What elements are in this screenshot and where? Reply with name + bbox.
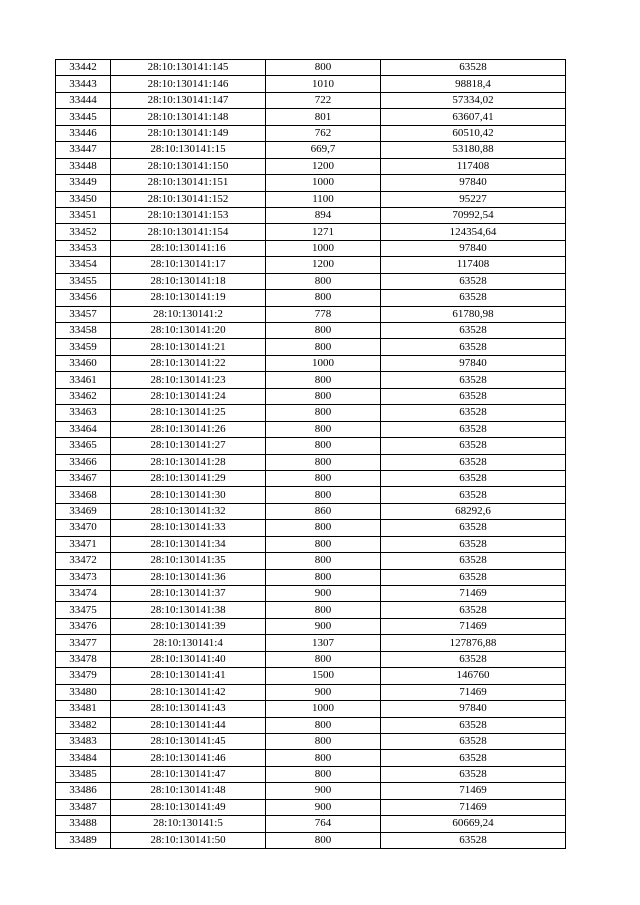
row-number-cell: 33452 <box>56 224 111 240</box>
area-cell: 800 <box>266 602 381 618</box>
area-cell: 1307 <box>266 635 381 651</box>
value-cell: 71469 <box>381 799 566 815</box>
row-number-cell: 33471 <box>56 536 111 552</box>
value-cell: 63528 <box>381 766 566 782</box>
row-number-cell: 33489 <box>56 832 111 848</box>
value-cell: 117408 <box>381 158 566 174</box>
value-cell: 63528 <box>381 733 566 749</box>
row-number-cell: 33488 <box>56 816 111 832</box>
area-cell: 778 <box>266 306 381 322</box>
area-cell: 900 <box>266 783 381 799</box>
table-row <box>56 372 566 388</box>
row-number-cell: 33486 <box>56 783 111 799</box>
area-cell: 800 <box>266 339 381 355</box>
area-cell: 800 <box>266 750 381 766</box>
value-cell: 63528 <box>381 290 566 306</box>
area-cell: 800 <box>266 388 381 404</box>
table-row <box>56 158 566 174</box>
table-row <box>56 175 566 191</box>
table-row <box>56 306 566 322</box>
cadastral-number-cell: 28:10:130141:20 <box>111 323 266 339</box>
row-number-cell: 33475 <box>56 602 111 618</box>
cadastral-number-cell: 28:10:130141:148 <box>111 109 266 125</box>
table-row <box>56 733 566 749</box>
area-cell: 900 <box>266 684 381 700</box>
cadastral-number-cell: 28:10:130141:22 <box>111 355 266 371</box>
table-row <box>56 142 566 158</box>
cadastral-number-cell: 28:10:130141:23 <box>111 372 266 388</box>
area-cell: 1271 <box>266 224 381 240</box>
table-row <box>56 766 566 782</box>
value-cell: 57334,02 <box>381 92 566 108</box>
table-row <box>56 553 566 569</box>
value-cell: 98818,4 <box>381 76 566 92</box>
row-number-cell: 33462 <box>56 388 111 404</box>
area-cell: 800 <box>266 487 381 503</box>
cadastral-number-cell: 28:10:130141:4 <box>111 635 266 651</box>
table-row <box>56 536 566 552</box>
value-cell: 71469 <box>381 684 566 700</box>
row-number-cell: 33450 <box>56 191 111 207</box>
area-cell: 800 <box>266 323 381 339</box>
cadastral-number-cell: 28:10:130141:43 <box>111 701 266 717</box>
row-number-cell: 33454 <box>56 257 111 273</box>
area-cell: 762 <box>266 125 381 141</box>
row-number-cell: 33446 <box>56 125 111 141</box>
row-number-cell: 33461 <box>56 372 111 388</box>
cadastral-number-cell: 28:10:130141:39 <box>111 618 266 634</box>
area-cell: 800 <box>266 520 381 536</box>
cadastral-number-cell: 28:10:130141:45 <box>111 733 266 749</box>
table-row <box>56 618 566 634</box>
table-row <box>56 651 566 667</box>
cadastral-number-cell: 28:10:130141:33 <box>111 520 266 536</box>
cadastral-number-cell: 28:10:130141:40 <box>111 651 266 667</box>
value-cell: 63528 <box>381 470 566 486</box>
row-number-cell: 33479 <box>56 668 111 684</box>
value-cell: 60510,42 <box>381 125 566 141</box>
area-cell: 894 <box>266 207 381 223</box>
area-cell: 1000 <box>266 701 381 717</box>
value-cell: 63528 <box>381 717 566 733</box>
table-row <box>56 92 566 108</box>
row-number-cell: 33469 <box>56 503 111 519</box>
cadastral-number-cell: 28:10:130141:42 <box>111 684 266 700</box>
table-body <box>56 60 566 849</box>
table-row <box>56 438 566 454</box>
area-cell: 1100 <box>266 191 381 207</box>
cadastral-number-cell: 28:10:130141:16 <box>111 240 266 256</box>
cadastral-number-cell: 28:10:130141:151 <box>111 175 266 191</box>
cadastral-number-cell: 28:10:130141:150 <box>111 158 266 174</box>
table-row <box>56 421 566 437</box>
table-row <box>56 569 566 585</box>
row-number-cell: 33485 <box>56 766 111 782</box>
table-row <box>56 257 566 273</box>
cadastral-number-cell: 28:10:130141:38 <box>111 602 266 618</box>
value-cell: 63528 <box>381 487 566 503</box>
area-cell: 800 <box>266 717 381 733</box>
area-cell: 800 <box>266 290 381 306</box>
area-cell: 800 <box>266 766 381 782</box>
row-number-cell: 33465 <box>56 438 111 454</box>
area-cell: 900 <box>266 586 381 602</box>
table-row <box>56 717 566 733</box>
value-cell: 63528 <box>381 421 566 437</box>
value-cell: 146760 <box>381 668 566 684</box>
area-cell: 800 <box>266 273 381 289</box>
table-row <box>56 602 566 618</box>
row-number-cell: 33445 <box>56 109 111 125</box>
area-cell: 800 <box>266 470 381 486</box>
area-cell: 669,7 <box>266 142 381 158</box>
row-number-cell: 33456 <box>56 290 111 306</box>
table-row <box>56 290 566 306</box>
cadastral-number-cell: 28:10:130141:46 <box>111 750 266 766</box>
cadastral-number-cell: 28:10:130141:28 <box>111 454 266 470</box>
cadastral-number-cell: 28:10:130141:154 <box>111 224 266 240</box>
row-number-cell: 33457 <box>56 306 111 322</box>
table-row <box>56 405 566 421</box>
value-cell: 61780,98 <box>381 306 566 322</box>
value-cell: 63528 <box>381 651 566 667</box>
value-cell: 63528 <box>381 832 566 848</box>
row-number-cell: 33466 <box>56 454 111 470</box>
area-cell: 1000 <box>266 175 381 191</box>
cadastral-number-cell: 28:10:130141:27 <box>111 438 266 454</box>
value-cell: 63528 <box>381 273 566 289</box>
table-row <box>56 454 566 470</box>
cadastral-number-cell: 28:10:130141:147 <box>111 92 266 108</box>
cadastral-number-cell: 28:10:130141:35 <box>111 553 266 569</box>
value-cell: 71469 <box>381 783 566 799</box>
value-cell: 97840 <box>381 701 566 717</box>
value-cell: 95227 <box>381 191 566 207</box>
area-cell: 801 <box>266 109 381 125</box>
value-cell: 68292,6 <box>381 503 566 519</box>
area-cell: 800 <box>266 569 381 585</box>
row-number-cell: 33458 <box>56 323 111 339</box>
table-row <box>56 586 566 602</box>
row-number-cell: 33453 <box>56 240 111 256</box>
area-cell: 1000 <box>266 355 381 371</box>
cadastral-number-cell: 28:10:130141:48 <box>111 783 266 799</box>
area-cell: 800 <box>266 438 381 454</box>
table-row <box>56 832 566 848</box>
value-cell: 63528 <box>381 405 566 421</box>
table-row <box>56 207 566 223</box>
row-number-cell: 33444 <box>56 92 111 108</box>
value-cell: 117408 <box>381 257 566 273</box>
cadastral-number-cell: 28:10:130141:2 <box>111 306 266 322</box>
row-number-cell: 33472 <box>56 553 111 569</box>
cadastral-number-cell: 28:10:130141:15 <box>111 142 266 158</box>
cadastral-number-cell: 28:10:130141:19 <box>111 290 266 306</box>
value-cell: 60669,24 <box>381 816 566 832</box>
row-number-cell: 33442 <box>56 60 111 76</box>
row-number-cell: 33463 <box>56 405 111 421</box>
table-row <box>56 701 566 717</box>
row-number-cell: 33464 <box>56 421 111 437</box>
row-number-cell: 33468 <box>56 487 111 503</box>
row-number-cell: 33459 <box>56 339 111 355</box>
table-row <box>56 224 566 240</box>
area-cell: 1200 <box>266 257 381 273</box>
value-cell: 63528 <box>381 536 566 552</box>
area-cell: 1200 <box>266 158 381 174</box>
cadastral-number-cell: 28:10:130141:24 <box>111 388 266 404</box>
area-cell: 800 <box>266 651 381 667</box>
row-number-cell: 33483 <box>56 733 111 749</box>
value-cell: 63607,41 <box>381 109 566 125</box>
row-number-cell: 33451 <box>56 207 111 223</box>
table-row <box>56 191 566 207</box>
row-number-cell: 33448 <box>56 158 111 174</box>
row-number-cell: 33447 <box>56 142 111 158</box>
cadastral-number-cell: 28:10:130141:145 <box>111 60 266 76</box>
cadastral-number-cell: 28:10:130141:47 <box>111 766 266 782</box>
table-row <box>56 339 566 355</box>
cadastral-number-cell: 28:10:130141:149 <box>111 125 266 141</box>
row-number-cell: 33467 <box>56 470 111 486</box>
value-cell: 124354,64 <box>381 224 566 240</box>
value-cell: 63528 <box>381 60 566 76</box>
value-cell: 63528 <box>381 602 566 618</box>
table-row <box>56 323 566 339</box>
area-cell: 800 <box>266 553 381 569</box>
value-cell: 63528 <box>381 569 566 585</box>
area-cell: 800 <box>266 372 381 388</box>
area-cell: 1500 <box>266 668 381 684</box>
value-cell: 127876,88 <box>381 635 566 651</box>
area-cell: 800 <box>266 405 381 421</box>
cadastral-number-cell: 28:10:130141:30 <box>111 487 266 503</box>
row-number-cell: 33478 <box>56 651 111 667</box>
value-cell: 63528 <box>381 438 566 454</box>
value-cell: 63528 <box>381 520 566 536</box>
row-number-cell: 33477 <box>56 635 111 651</box>
area-cell: 900 <box>266 799 381 815</box>
row-number-cell: 33476 <box>56 618 111 634</box>
table-row <box>56 503 566 519</box>
cadastral-number-cell: 28:10:130141:26 <box>111 421 266 437</box>
row-number-cell: 33482 <box>56 717 111 733</box>
table-row <box>56 684 566 700</box>
cadastral-number-cell: 28:10:130141:18 <box>111 273 266 289</box>
row-number-cell: 33484 <box>56 750 111 766</box>
cadastral-number-cell: 28:10:130141:17 <box>111 257 266 273</box>
cadastral-number-cell: 28:10:130141:44 <box>111 717 266 733</box>
table-row <box>56 750 566 766</box>
value-cell: 63528 <box>381 454 566 470</box>
table-row <box>56 783 566 799</box>
table-row <box>56 816 566 832</box>
cadastral-number-cell: 28:10:130141:50 <box>111 832 266 848</box>
value-cell: 70992,54 <box>381 207 566 223</box>
table-row <box>56 109 566 125</box>
cadastral-number-cell: 28:10:130141:152 <box>111 191 266 207</box>
table-row <box>56 355 566 371</box>
area-cell: 722 <box>266 92 381 108</box>
row-number-cell: 33487 <box>56 799 111 815</box>
value-cell: 63528 <box>381 388 566 404</box>
cadastral-number-cell: 28:10:130141:36 <box>111 569 266 585</box>
cadastral-number-cell: 28:10:130141:153 <box>111 207 266 223</box>
table-row <box>56 799 566 815</box>
table-row <box>56 635 566 651</box>
row-number-cell: 33473 <box>56 569 111 585</box>
cadastral-value-table <box>55 59 566 849</box>
cadastral-number-cell: 28:10:130141:21 <box>111 339 266 355</box>
value-cell: 63528 <box>381 339 566 355</box>
row-number-cell: 33480 <box>56 684 111 700</box>
table-row <box>56 388 566 404</box>
cadastral-number-cell: 28:10:130141:29 <box>111 470 266 486</box>
row-number-cell: 33474 <box>56 586 111 602</box>
area-cell: 800 <box>266 454 381 470</box>
table-row <box>56 60 566 76</box>
value-cell: 97840 <box>381 240 566 256</box>
value-cell: 63528 <box>381 750 566 766</box>
value-cell: 97840 <box>381 175 566 191</box>
row-number-cell: 33470 <box>56 520 111 536</box>
area-cell: 1010 <box>266 76 381 92</box>
value-cell: 63528 <box>381 553 566 569</box>
area-cell: 800 <box>266 733 381 749</box>
area-cell: 900 <box>266 618 381 634</box>
area-cell: 860 <box>266 503 381 519</box>
row-number-cell: 33455 <box>56 273 111 289</box>
table-row <box>56 487 566 503</box>
area-cell: 800 <box>266 421 381 437</box>
cadastral-number-cell: 28:10:130141:25 <box>111 405 266 421</box>
table-row <box>56 668 566 684</box>
cadastral-number-cell: 28:10:130141:37 <box>111 586 266 602</box>
area-cell: 800 <box>266 536 381 552</box>
cadastral-number-cell: 28:10:130141:32 <box>111 503 266 519</box>
value-cell: 71469 <box>381 586 566 602</box>
area-cell: 800 <box>266 60 381 76</box>
table-row <box>56 125 566 141</box>
table-row <box>56 273 566 289</box>
value-cell: 63528 <box>381 372 566 388</box>
table-row <box>56 470 566 486</box>
cadastral-number-cell: 28:10:130141:49 <box>111 799 266 815</box>
value-cell: 71469 <box>381 618 566 634</box>
row-number-cell: 33443 <box>56 76 111 92</box>
table-row <box>56 76 566 92</box>
cadastral-number-cell: 28:10:130141:41 <box>111 668 266 684</box>
row-number-cell: 33481 <box>56 701 111 717</box>
row-number-cell: 33449 <box>56 175 111 191</box>
cadastral-number-cell: 28:10:130141:5 <box>111 816 266 832</box>
area-cell: 1000 <box>266 240 381 256</box>
area-cell: 800 <box>266 832 381 848</box>
table-row <box>56 240 566 256</box>
row-number-cell: 33460 <box>56 355 111 371</box>
cadastral-number-cell: 28:10:130141:34 <box>111 536 266 552</box>
table-row <box>56 520 566 536</box>
area-cell: 764 <box>266 816 381 832</box>
value-cell: 53180,88 <box>381 142 566 158</box>
cadastral-number-cell: 28:10:130141:146 <box>111 76 266 92</box>
value-cell: 63528 <box>381 323 566 339</box>
value-cell: 97840 <box>381 355 566 371</box>
